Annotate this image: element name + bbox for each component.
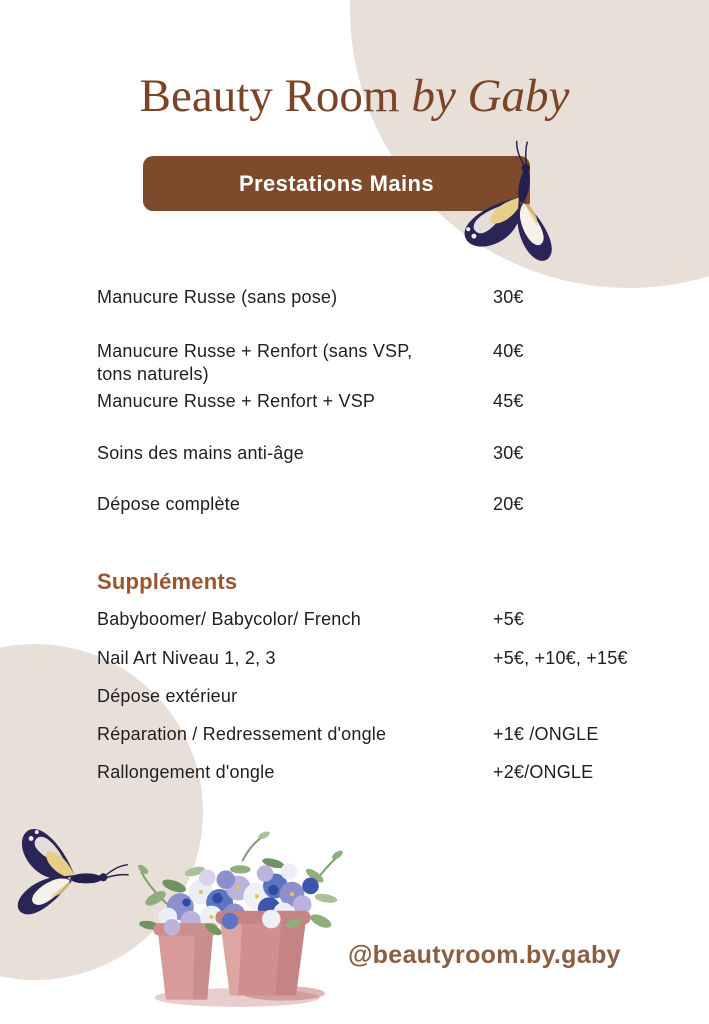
table-row	[97, 647, 628, 670]
supplement-price: +2€/ONGLE	[493, 762, 594, 782]
service-price: 30€	[493, 287, 524, 307]
supplement-name: Dépose extérieur	[97, 686, 238, 706]
supplements-heading: Suppléments	[97, 569, 238, 594]
table-row	[97, 390, 617, 413]
table-row	[97, 340, 617, 386]
service-name: Manucure Russe + Renfort + VSP	[97, 391, 376, 411]
service-price: 20€	[493, 494, 524, 514]
table-row	[97, 442, 617, 465]
supplement-name: Babyboomer/ Babycolor/ French	[97, 609, 361, 629]
table-row	[97, 723, 617, 746]
supplement-name: Réparation / Redressement d'ongle	[97, 724, 387, 744]
page-title-regular: Beauty Room	[139, 70, 400, 122]
supplement-price: +5€, +10€, +15€	[493, 648, 628, 668]
supplement-price: +5€	[493, 609, 525, 629]
table-row	[97, 286, 617, 309]
butterfly-icon	[6, 813, 158, 947]
table-row	[97, 608, 617, 631]
service-name: Soins des mains anti-âge	[97, 443, 304, 463]
table-row	[97, 761, 617, 784]
service-name: Manucure Russe + Renfort (sans VSP, tons naturels)	[97, 341, 413, 384]
section-banner-label: Prestations Mains	[238, 170, 435, 196]
table-row	[97, 493, 617, 516]
supplement-name: Rallongement d'ongle	[97, 762, 275, 782]
service-price: 30€	[493, 443, 524, 463]
table-row	[97, 685, 617, 708]
supplement-price: +1€ /ONGLE	[493, 724, 599, 744]
instagram-handle: @beautyroom.by.gaby	[348, 941, 621, 969]
supplement-name: Nail Art Niveau 1, 2, 3	[97, 648, 276, 668]
service-name: Dépose complète	[97, 494, 241, 514]
service-price: 45€	[493, 391, 524, 411]
page-title	[0, 70, 709, 122]
page-title-italic: by Gaby	[411, 70, 570, 122]
service-price: 40€	[493, 341, 524, 361]
service-name: Manucure Russe (sans pose)	[97, 287, 338, 307]
